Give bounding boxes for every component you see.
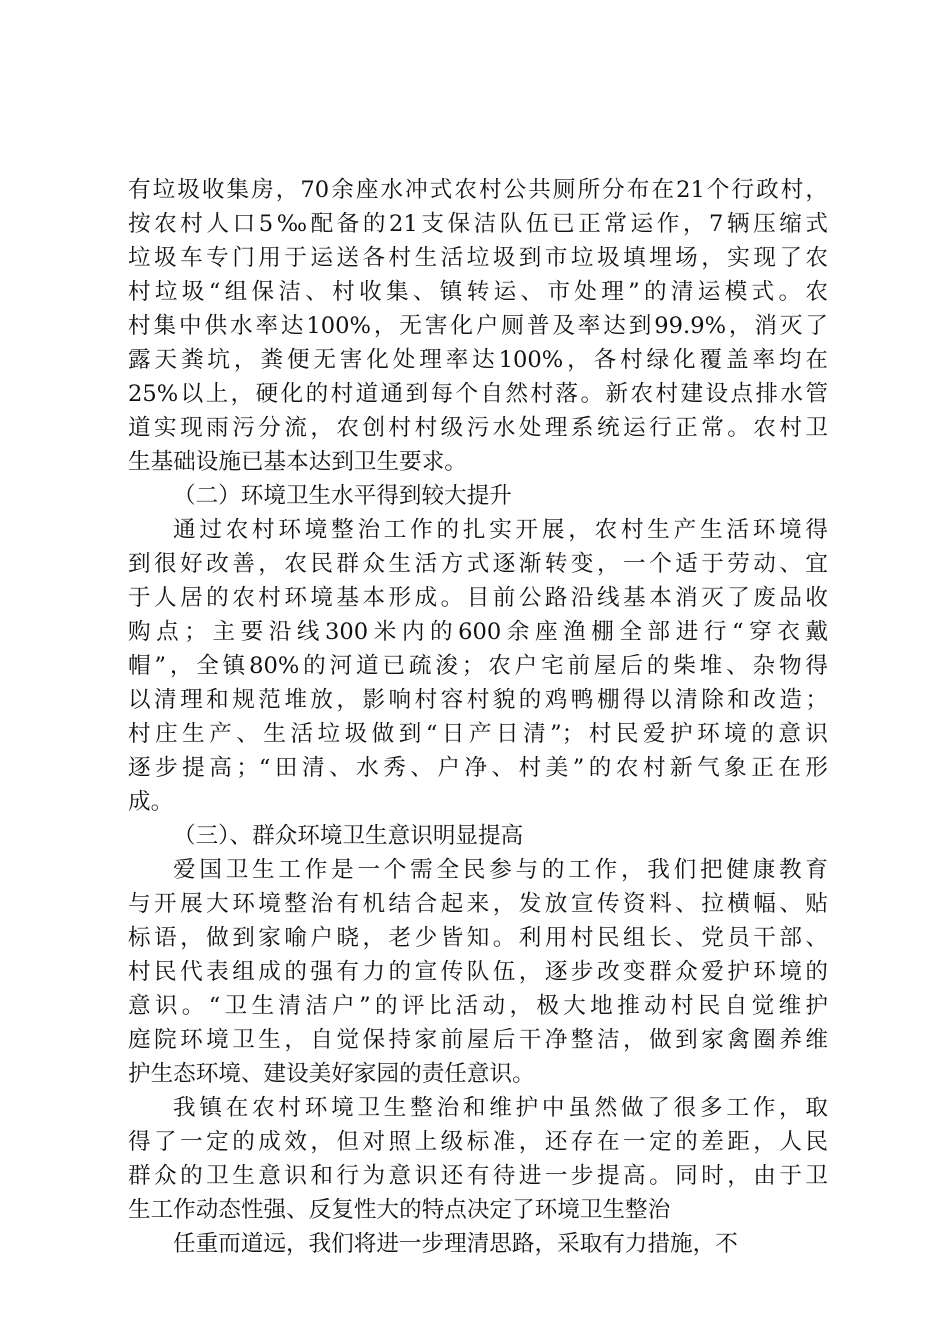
section-heading — [128, 479, 828, 513]
paragraph — [128, 1227, 828, 1261]
text-line: 逐步提高；“田清、水秀、户净、村美”的农村新气象正在形 — [128, 755, 828, 781]
text-line: 得了一定的成效，但对照上级标准，还存在一定的差距，人民 — [128, 1129, 828, 1155]
text-line: 标语，做到家喻户晓，老少皆知。利用村民组长、党员干部、 — [128, 925, 828, 951]
text-line: 25%以上，硬化的村道通到每个自然村落。新农村建设点排水管 — [128, 381, 828, 407]
paragraph — [128, 173, 828, 479]
text-line: 群众的卫生意识和行为意识还有待进一步提高。同时，由于卫 — [128, 1163, 828, 1189]
text-line: 成。 — [128, 789, 174, 815]
text-line: 露天粪坑，粪便无害化处理率达100%，各村绿化覆盖率均在 — [128, 347, 828, 373]
text-line: 我镇在农村环境卫生整治和维护中虽然做了很多工作，取 — [173, 1095, 828, 1121]
section-heading — [128, 819, 828, 853]
text-line: 到很好改善，农民群众生活方式逐渐转变，一个适于劳动、宜 — [128, 551, 828, 577]
text-line: （二）环境卫生水平得到较大提升 — [173, 483, 512, 509]
text-line: 购点；主要沿线300米内的600余座渔棚全部进行“穿衣戴 — [128, 619, 828, 645]
text-line: 生工作动态性强、反复性大的特点决定了环境卫生整治 — [128, 1197, 671, 1223]
paragraph — [128, 513, 828, 819]
text-line: 有垃圾收集房，70余座水冲式农村公共厕所分布在21个行政村， — [128, 177, 828, 203]
text-line: 帽”，全镇80%的河道已疏浚；农户宅前屋后的柴堆、杂物得 — [128, 653, 828, 679]
text-line: 垃圾车专门用于运送各村生活垃圾到市垃圾填埋场，实现了农 — [128, 245, 828, 271]
text-line: 生基础设施已基本达到卫生要求。 — [128, 449, 467, 475]
text-line: 村民代表组成的强有力的宣传队伍，逐步改变群众爱护环境的 — [128, 959, 828, 985]
text-line: 爱国卫生工作是一个需全民参与的工作，我们把健康教育 — [173, 857, 828, 883]
text-line: 庭院环境卫生，自觉保持家前屋后干净整洁，做到家禽圈养维 — [128, 1027, 828, 1053]
text-line: （三）、群众环境卫生意识明显提高 — [173, 823, 524, 849]
text-line: 于人居的农村环境基本形成。目前公路沿线基本消灭了废品收 — [128, 585, 828, 611]
text-line: 村集中供水率达100%，无害化户厕普及率达到99.9%，消灭了 — [128, 313, 828, 339]
text-line: 意识。“卫生清洁户”的评比活动，极大地推动村民自觉维护 — [128, 993, 828, 1019]
text-line: 村垃圾“组保洁、村收集、镇转运、市处理”的清运模式。农 — [128, 279, 828, 305]
text-line: 通过农村环境整治工作的扎实开展，农村生产生活环境得 — [173, 517, 828, 543]
text-line: 护生态环境、建设美好家园的责任意识。 — [128, 1061, 535, 1087]
text-line: 按农村人口5‰配备的21支保洁队伍已正常运作，7辆压缩式 — [128, 211, 828, 237]
text-line: 道实现雨污分流，农创村村级污水处理系统运行正常。农村卫 — [128, 415, 828, 441]
document-body — [128, 173, 828, 1261]
paragraph — [128, 853, 828, 1091]
text-line: 与开展大环境整治有机结合起来，发放宣传资料、拉横幅、贴 — [128, 891, 828, 917]
text-line: 以清理和规范堆放，影响村容村貌的鸡鸭棚得以清除和改造； — [128, 687, 828, 713]
text-line: 任重而道远，我们将进一步理清思路，采取有力措施，不 — [173, 1231, 738, 1257]
paragraph — [128, 1091, 828, 1227]
text-line: 村庄生产、生活垃圾做到“日产日清”；村民爱护环境的意识 — [128, 721, 828, 747]
